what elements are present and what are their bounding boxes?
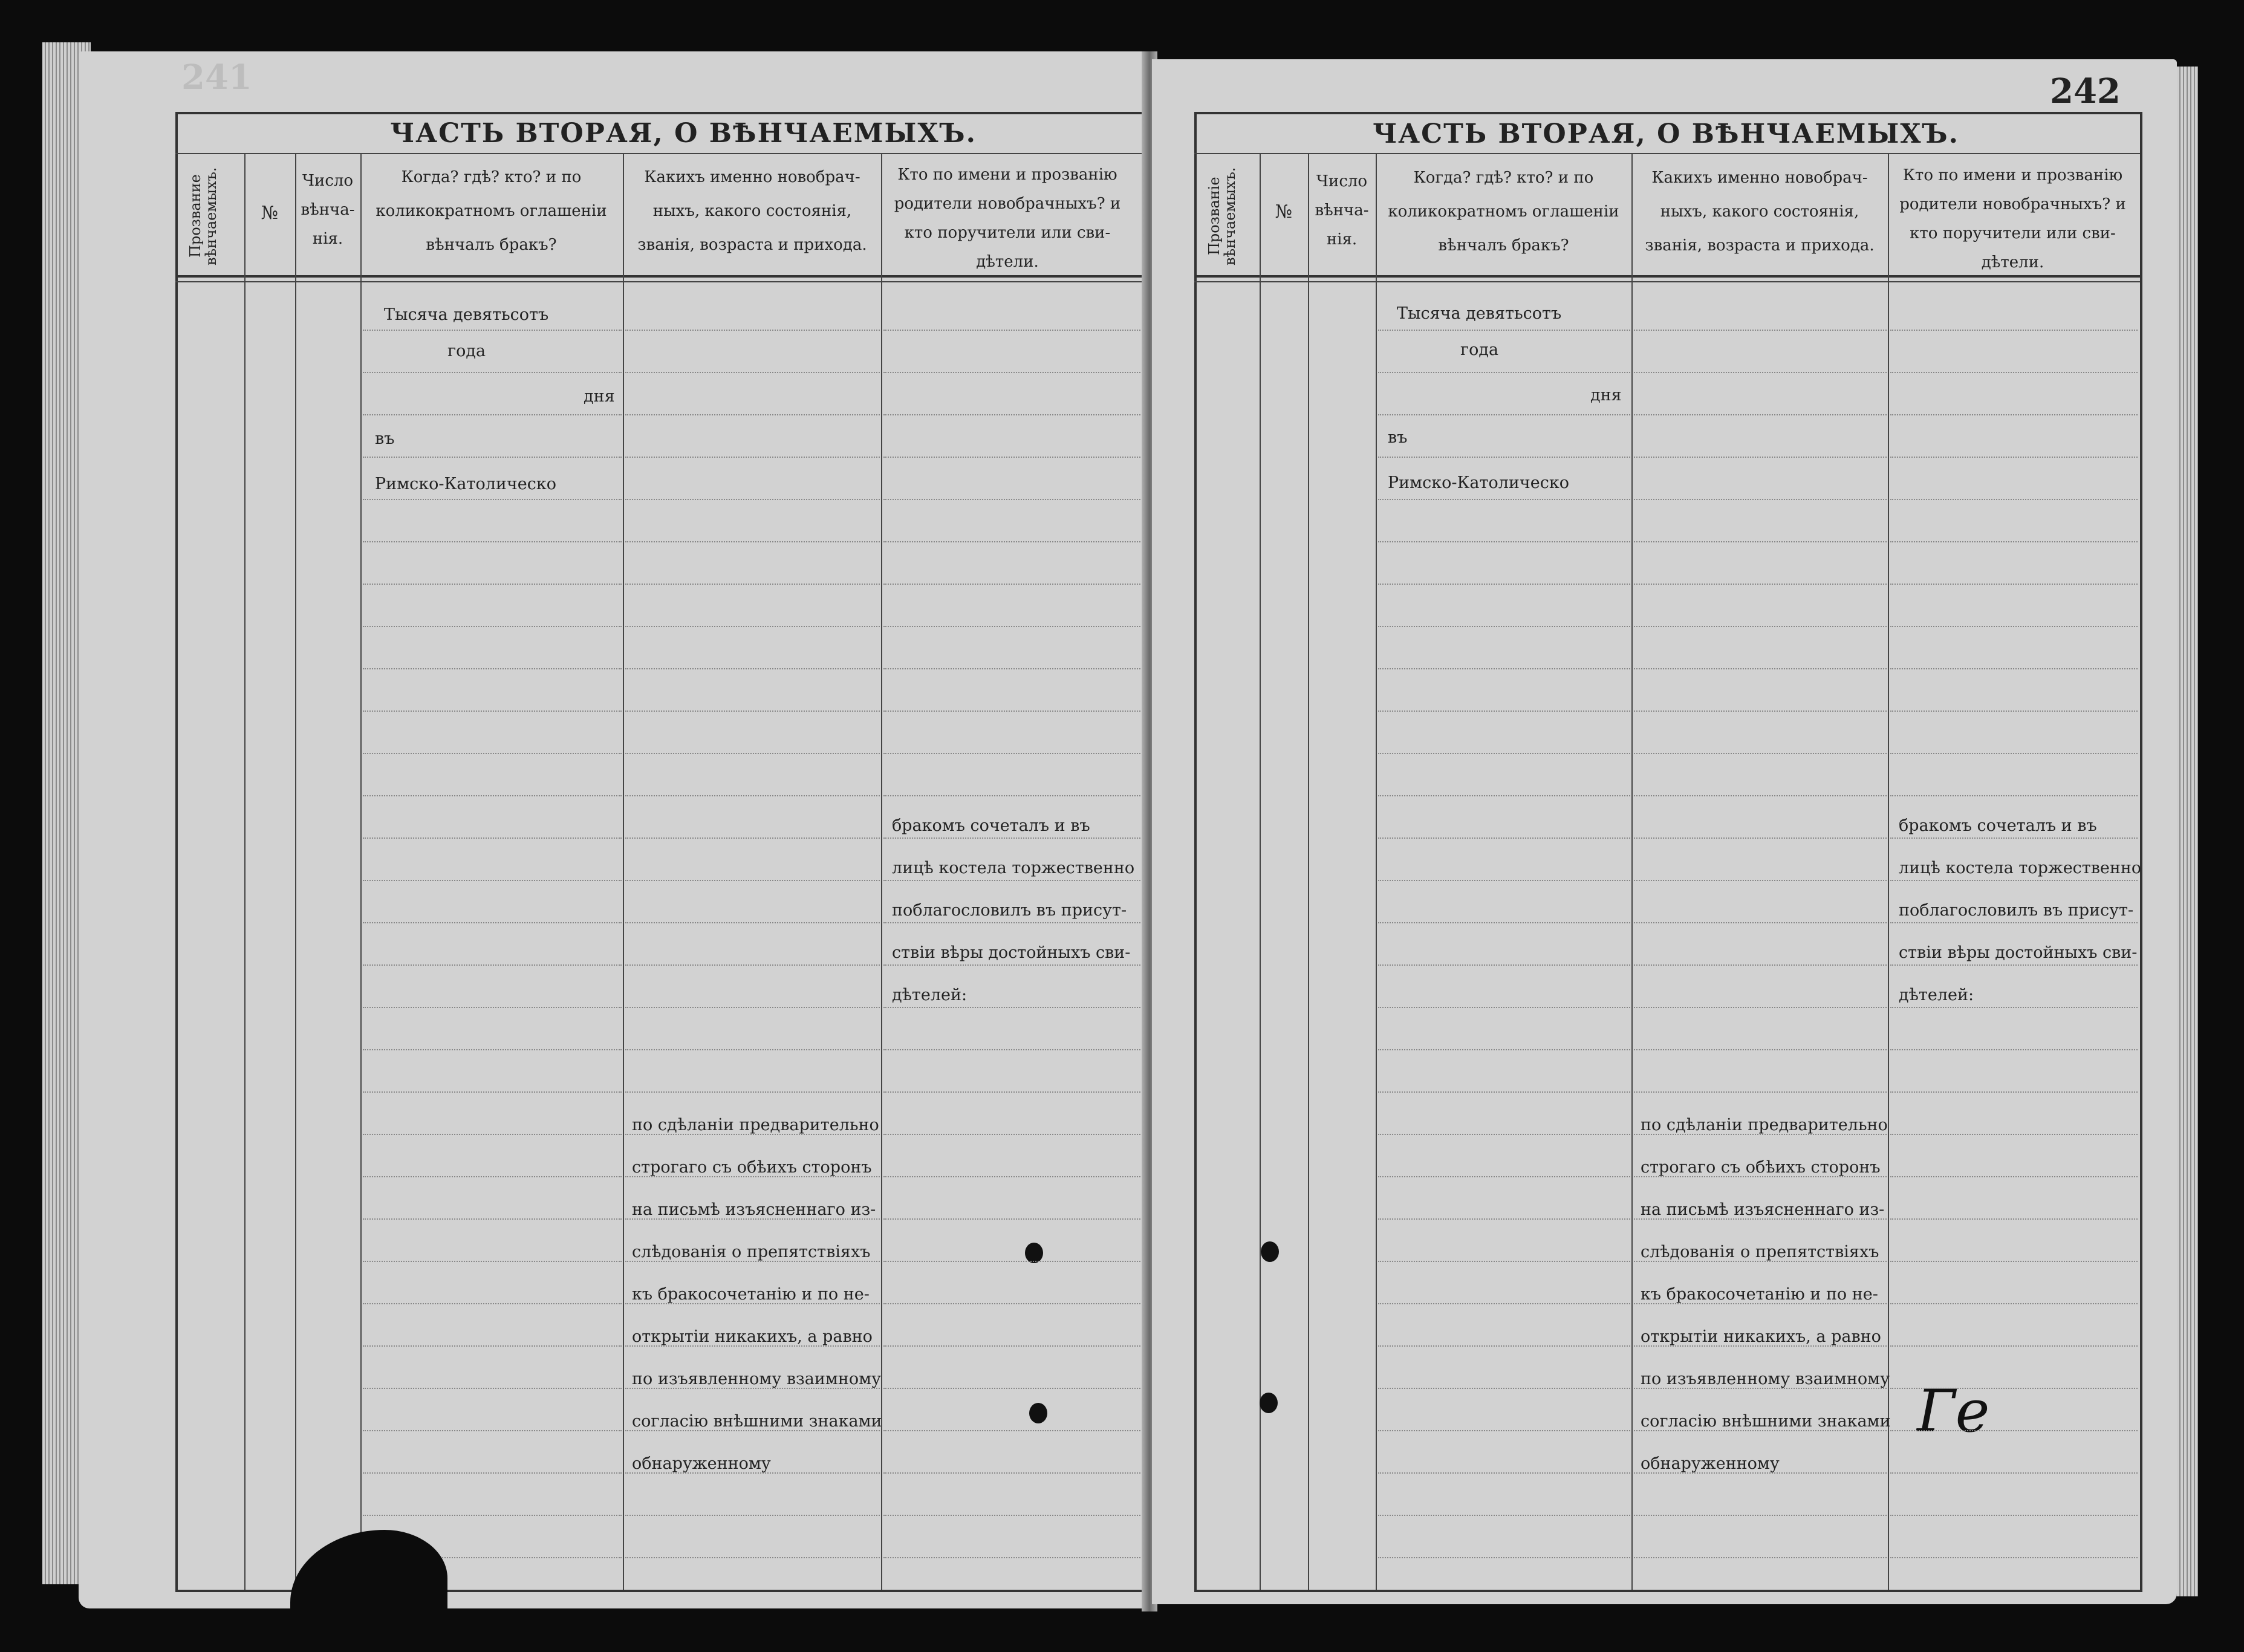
ruling-line	[1890, 457, 2138, 458]
right-page	[1152, 59, 2177, 1604]
ruling-line	[363, 1007, 622, 1008]
parents-line-3: поблагословилъ въ присут-	[1899, 901, 2134, 920]
ruling-line	[1378, 1218, 1630, 1220]
ruling-line	[1378, 1388, 1630, 1389]
who-line-7: по изъявленному взаимному	[632, 1370, 881, 1388]
ruling-line	[1634, 1091, 1887, 1093]
ruling-line	[1634, 1472, 1887, 1474]
col-who-header: Какихъ именно новобрач-ныхъ, какого состоянія, званія, возраста и прихода.	[1645, 169, 1875, 255]
ruling-line	[1634, 1303, 1887, 1304]
ruling-line	[625, 1515, 880, 1516]
ruling-line	[625, 837, 880, 839]
who-line-1: по сдѣланіи предварительно	[1641, 1116, 1888, 1134]
ruling-line	[625, 1049, 880, 1050]
ruling-line	[1378, 1176, 1630, 1177]
ruling-line	[1890, 1345, 2138, 1347]
ruling-line	[625, 330, 880, 331]
when-line-1: Тысяча девятьсотъ	[384, 305, 549, 324]
ruling-line	[363, 499, 622, 500]
handwritten-mark: Ге	[1917, 1377, 1990, 1445]
ruling-line	[1634, 837, 1887, 839]
ruling-line	[1378, 1091, 1630, 1093]
when-line-5: Римско-Католическо	[375, 475, 556, 493]
ruling-line	[363, 584, 622, 585]
col-count-header: Число вѣнча-нія.	[301, 172, 355, 248]
ruling-line	[1634, 1176, 1887, 1177]
ruling-line	[1890, 711, 2138, 712]
ruling-line	[625, 499, 880, 500]
ruling-line	[363, 457, 622, 458]
ruling-line	[1634, 1007, 1887, 1008]
col-when-header: Когда? гдѣ? кто? и по коликократномъ оглашеніи вѣнчалъ бракъ?	[1388, 169, 1619, 255]
ruling-line	[1634, 711, 1887, 712]
ruling-line	[1890, 1049, 2138, 1050]
who-line-3: на письмѣ изъясненнаго из-	[632, 1200, 876, 1219]
ruling-line	[363, 880, 622, 881]
ruling-line	[1890, 414, 2138, 415]
when-line-4: въ	[1388, 428, 1408, 447]
ruling-line	[363, 1303, 622, 1304]
parents-line-4: ствіи вѣры достойныхъ сви-	[892, 943, 1131, 962]
ruling-line	[1634, 1261, 1887, 1262]
ruling-line	[1890, 1557, 2138, 1558]
ruling-line	[1890, 1515, 2138, 1516]
ruling-line	[625, 414, 880, 415]
col-who-header: Какихъ именно новобрач-ныхъ, какого состоянія, званія, возраста и прихода.	[637, 168, 867, 254]
parents-line-1: бракомъ сочеталъ и въ	[892, 816, 1090, 835]
ruling-line	[1634, 1218, 1887, 1220]
ruling-line	[1890, 1007, 2138, 1008]
binding-hole	[1029, 1403, 1047, 1423]
ruling-line	[1378, 1557, 1630, 1558]
ruling-line	[625, 372, 880, 373]
ruling-line	[625, 1261, 880, 1262]
ruling-line	[363, 626, 622, 627]
ruling-line	[1890, 1388, 2138, 1389]
ruling-line	[1890, 880, 2138, 881]
ruling-line	[625, 1091, 880, 1093]
when-line-2: года	[1460, 340, 1499, 359]
ruling-line	[625, 711, 880, 712]
who-line-6: открытіи никакихъ, а равно	[1641, 1327, 1881, 1346]
ruling-line	[625, 1176, 880, 1177]
ruling-line	[1890, 1218, 2138, 1220]
ruling-line	[1378, 1303, 1630, 1304]
ruling-line	[625, 1388, 880, 1389]
ruling-line	[363, 1388, 622, 1389]
parents-line-3: поблагословилъ въ присут-	[892, 901, 1127, 920]
ruling-line	[363, 1134, 622, 1135]
ruling-line	[1634, 1430, 1887, 1431]
parents-line-4: ствіи вѣры достойныхъ сви-	[1899, 943, 2138, 962]
ruling-line	[1890, 626, 2138, 627]
ruling-line	[1634, 795, 1887, 796]
ruling-line	[1890, 922, 2138, 923]
ruling-line	[625, 626, 880, 627]
ruling-line	[1378, 837, 1630, 839]
ruling-line	[1890, 1472, 2138, 1474]
who-line-9: обнаруженному	[632, 1454, 771, 1473]
ruling-line	[1378, 753, 1630, 754]
when-line-4: въ	[375, 429, 395, 448]
ruling-line	[1634, 922, 1887, 923]
ruling-line	[1378, 626, 1630, 627]
ruling-line	[1890, 541, 2138, 542]
ruling-line	[1378, 1472, 1630, 1474]
page-number: 242	[2050, 71, 2121, 111]
ruling-line	[1890, 1261, 2138, 1262]
ruling-line	[1378, 1430, 1630, 1431]
ghost-page-number: 241	[181, 57, 252, 97]
ruling-line	[363, 1515, 622, 1516]
who-line-2: строгаго съ обѣихъ сторонъ	[632, 1158, 872, 1177]
who-line-6: открытіи никакихъ, а равно	[632, 1327, 873, 1346]
ruling-line	[363, 668, 622, 669]
ruling-line	[1634, 1388, 1887, 1389]
col-number-header: №	[1275, 201, 1293, 223]
ruling-line	[1634, 457, 1887, 458]
ruling-line	[1890, 753, 2138, 754]
ruling-line	[1634, 626, 1887, 627]
ruling-line	[625, 1134, 880, 1135]
ruling-line	[1634, 753, 1887, 754]
ruling-line	[1378, 1049, 1630, 1050]
who-line-3: на письмѣ изъясненнаго из-	[1641, 1200, 1885, 1219]
ruling-line	[363, 1261, 622, 1262]
ruling-line	[363, 711, 622, 712]
ruling-line	[1890, 795, 2138, 796]
who-line-8: согласію внѣшними знаками	[1641, 1412, 1891, 1431]
who-line-2: строгаго съ обѣихъ сторонъ	[1641, 1158, 1881, 1177]
col-number-header: №	[261, 203, 279, 224]
col-parents-header: Кто по имени и прозванію родители новобрачныхъ? и кто поручители или сви-дѣтели.	[1899, 166, 2126, 272]
ruling-line	[1890, 1134, 2138, 1135]
when-line-3: дня	[584, 387, 615, 406]
who-line-1: по сдѣланіи предварительно	[632, 1116, 879, 1134]
ruling-line	[363, 1176, 622, 1177]
ruling-line	[1378, 1007, 1630, 1008]
ruling-line	[1378, 584, 1630, 585]
col-parents-header: Кто по имени и прозванію родители новобрачныхъ? и кто поручители или сви-дѣтели.	[894, 166, 1121, 271]
ruling-line	[1890, 584, 2138, 585]
ruling-line	[363, 922, 622, 923]
ruling-line	[1634, 1345, 1887, 1347]
ruling-line	[363, 372, 622, 373]
ruling-line	[625, 753, 880, 754]
binding-hole	[1260, 1393, 1278, 1413]
parents-line-2: лицѣ костела торжественно	[892, 859, 1135, 877]
when-line-3: дня	[1590, 386, 1622, 405]
ruling-line	[1890, 372, 2138, 373]
ruling-line	[1378, 499, 1630, 500]
ruling-line	[1634, 1134, 1887, 1135]
ruling-line	[363, 753, 622, 754]
col-surname-header: Прозвание вѣнчаемыхъ.	[187, 167, 220, 265]
ruling-line	[363, 837, 622, 839]
ruling-line	[1634, 584, 1887, 585]
right-header-title: ЧАСТЬ ВТОРАЯ, О ВѢНЧАЕМЫХЪ.	[1373, 119, 1959, 149]
ruling-line	[363, 1218, 622, 1220]
ruling-line	[363, 1472, 622, 1474]
ruling-line	[1634, 330, 1887, 331]
ruling-line	[363, 541, 622, 542]
who-line-8: согласію внѣшними знаками	[632, 1412, 882, 1431]
binding-hole	[1261, 1241, 1279, 1262]
ruling-line	[363, 795, 622, 796]
ruling-line	[1378, 1515, 1630, 1516]
ruling-line	[1378, 1345, 1630, 1347]
ruling-line	[1378, 922, 1630, 923]
who-line-4: слѣдованія о препятствіяхъ	[1641, 1243, 1879, 1261]
ruling-line	[363, 414, 622, 415]
ruling-line	[363, 1091, 622, 1093]
ruling-line	[1890, 1303, 2138, 1304]
ruling-line	[1378, 711, 1630, 712]
who-line-4: слѣдованія о препятствіяхъ	[632, 1243, 871, 1261]
left-header-title: ЧАСТЬ ВТОРАЯ, О ВѢНЧАЕМЫХЪ.	[390, 118, 977, 149]
ruling-line	[1378, 880, 1630, 881]
parents-line-5: дѣтелей:	[892, 986, 968, 1004]
who-line-5: къ бракосочетанію и по не-	[1641, 1285, 1878, 1304]
ruling-line	[1378, 964, 1630, 966]
ruling-line	[1378, 414, 1630, 415]
parents-line-5: дѣтелей:	[1899, 986, 1974, 1004]
ruling-line	[1378, 330, 1630, 331]
ruling-line	[1378, 668, 1630, 669]
ruling-line	[625, 1557, 880, 1558]
parents-line-1: бракомъ сочеталъ и въ	[1899, 816, 2097, 835]
ruling-line	[363, 1345, 622, 1347]
ruling-line	[625, 668, 880, 669]
ruling-line	[1634, 499, 1887, 500]
ruling-line	[1634, 880, 1887, 881]
ruling-line	[625, 795, 880, 796]
ruling-line	[1890, 964, 2138, 966]
ruling-line	[625, 1218, 880, 1220]
who-line-5: къ бракосочетанію и по не-	[632, 1285, 870, 1304]
ruling-line	[625, 1472, 880, 1474]
who-line-7: по изъявленному взаимному	[1641, 1370, 1890, 1388]
ruling-line	[625, 880, 880, 881]
ruling-line	[1634, 372, 1887, 373]
ruling-line	[1378, 372, 1630, 373]
ruling-line	[625, 964, 880, 966]
ruling-line	[625, 1303, 880, 1304]
ruling-line	[625, 1007, 880, 1008]
ruling-line	[1378, 1134, 1630, 1135]
ruling-line	[625, 541, 880, 542]
ruling-line	[625, 1345, 880, 1347]
when-line-5: Римско-Католическо	[1388, 473, 1569, 492]
ruling-line	[1634, 668, 1887, 669]
ruling-line	[1634, 1515, 1887, 1516]
ruling-line	[1890, 1091, 2138, 1093]
ruling-line	[625, 584, 880, 585]
ruling-line	[625, 1430, 880, 1431]
ruling-line	[1890, 499, 2138, 500]
ruling-line	[1378, 1261, 1630, 1262]
ruling-line	[1634, 964, 1887, 966]
ruling-line	[1634, 1049, 1887, 1050]
who-line-9: обнаруженному	[1641, 1454, 1780, 1473]
ruling-line	[1634, 414, 1887, 415]
ruling-line	[1378, 541, 1630, 542]
ruling-line	[1634, 1557, 1887, 1558]
binding-hole	[1025, 1243, 1043, 1263]
ruling-line	[1890, 330, 2138, 331]
col-count-header: Число вѣнча-нія.	[1315, 172, 1369, 249]
ruling-line	[363, 1430, 622, 1431]
ruling-line	[1378, 457, 1630, 458]
col-surname-header: Прозваніе вѣнчаемыхъ.	[1206, 167, 1238, 265]
ruling-line	[1378, 795, 1630, 796]
left-page	[79, 51, 1149, 1608]
ruling-line	[1890, 1176, 2138, 1177]
ruling-line	[363, 1049, 622, 1050]
ruling-line	[625, 457, 880, 458]
ruling-line	[1890, 668, 2138, 669]
when-line-2: года	[447, 342, 486, 360]
col-when-header: Когда? гдѣ? кто? и по коликократномъ оглашеніи вѣнчалъ бракъ?	[376, 168, 607, 254]
ruling-line	[1890, 1430, 2138, 1431]
ruling-line	[363, 330, 622, 331]
ruling-line	[1890, 837, 2138, 839]
when-line-1: Тысяча девятьсотъ	[1397, 304, 1562, 323]
ruling-line	[363, 964, 622, 966]
parents-line-2: лицѣ костела торжественно	[1899, 859, 2142, 877]
ruling-line	[1634, 541, 1887, 542]
ruling-line	[625, 922, 880, 923]
